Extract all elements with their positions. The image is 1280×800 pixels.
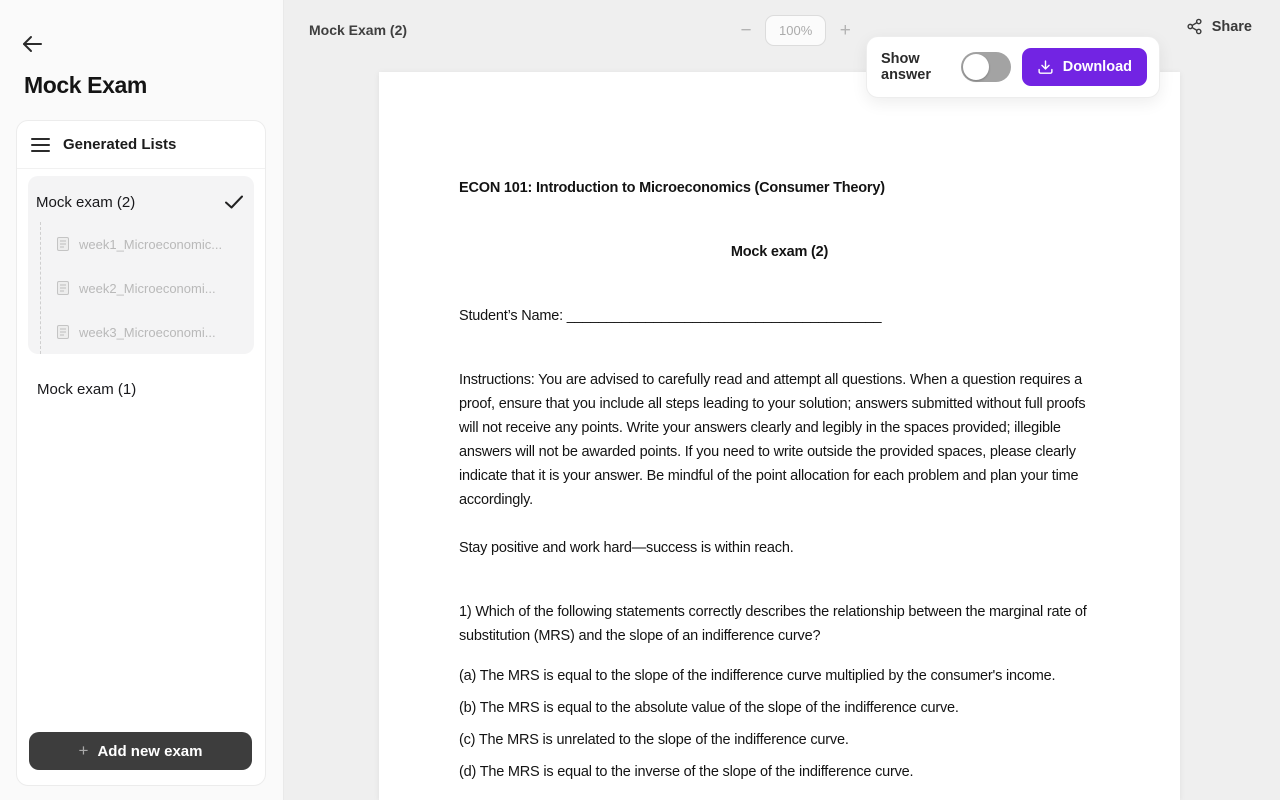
doc-question-1-option-c: (c) The MRS is unrelated to the slope of the indifference curve. <box>459 732 849 748</box>
file-name: week3_Microeconomi... <box>79 324 216 340</box>
show-answer-toggle[interactable] <box>961 52 1011 82</box>
share-label: Share <box>1211 18 1252 35</box>
zoom-in-button[interactable]: + <box>833 17 857 45</box>
exam-group-selected <box>28 176 254 354</box>
doc-question-1-option-b: (b) The MRS is equal to the absolute value of the slope of the indifference curve. <box>459 700 959 716</box>
back-arrow-icon <box>20 32 50 56</box>
menu-icon[interactable] <box>31 137 50 153</box>
exam-file-list <box>40 222 250 354</box>
sidebar-item-mock-exam-1[interactable] <box>17 354 265 399</box>
toggle-knob <box>963 54 989 80</box>
file-icon <box>57 281 69 295</box>
zoom-level-display[interactable]: 100% <box>765 15 826 46</box>
add-new-exam-button[interactable] <box>29 732 252 770</box>
file-icon <box>57 325 69 339</box>
answer-download-toolbar <box>866 36 1160 98</box>
panel-title: Generated Lists <box>63 136 177 153</box>
list-item-week3-file[interactable] <box>41 310 250 354</box>
list-item-week1-file[interactable] <box>41 222 250 266</box>
share-icon <box>1186 18 1203 35</box>
doc-instructions: Instructions: You are advised to carefully read and attempt all questions. When a question requires a proof, ensure that you include all steps leading to your solution; answers submitted without full proofs will not receive any points. Write your answers clearly and legibly in the spaces provided; illegible answers will not be awarded points. If you need to write outside the provided spaces, please clearly indicate that it is your answer. Be mindful of the point allocation for each problem and plan your time accordingly. <box>459 372 1086 508</box>
doc-student-name-line: Student’s Name: ________________________________________ <box>459 308 882 324</box>
document-title: Mock Exam (2) <box>309 22 408 38</box>
check-icon <box>225 195 243 209</box>
document-page <box>379 72 1180 800</box>
app-title: Mock Exam <box>24 72 147 98</box>
zoom-out-button[interactable]: − <box>734 17 758 45</box>
viewer-main <box>284 0 1280 800</box>
doc-motivation: Stay positive and work hard—success is within reach. <box>459 540 794 556</box>
zoom-controls <box>734 15 857 46</box>
exam-group-label: Mock exam (2) <box>36 193 136 211</box>
plus-icon: + <box>78 741 89 760</box>
generated-lists-panel <box>16 120 266 786</box>
file-name: week1_Microeconomic... <box>79 236 223 252</box>
doc-question-1-option-d: (d) The MRS is equal to the inverse of the slope of the indifference curve. <box>459 764 914 780</box>
list-item-week2-file[interactable] <box>41 266 250 310</box>
doc-course-title: ECON 101: Introduction to Microeconomics (Consumer Theory) <box>459 180 885 196</box>
panel-header <box>17 121 265 169</box>
back-button[interactable] <box>20 30 50 58</box>
doc-exam-title: Mock exam (2) <box>730 244 829 260</box>
doc-question-1: 1) Which of the following statements correctly describes the relationship between the marginal rate of substitution (MRS) and the slope of an indifference curve? <box>459 604 1087 644</box>
download-icon <box>1037 59 1054 76</box>
download-label: Download <box>1062 59 1132 75</box>
document-content <box>379 72 1180 784</box>
doc-question-1-option-a: (a) The MRS is equal to the slope of the indifference curve multiplied by the consumer's income. <box>459 668 1056 684</box>
sidebar <box>0 0 284 800</box>
share-button[interactable] <box>1186 18 1252 35</box>
file-icon <box>57 237 69 251</box>
exam-group-label: Mock exam (1) <box>37 381 137 398</box>
add-new-exam-label: Add new exam <box>97 742 203 760</box>
download-button[interactable] <box>1022 48 1147 86</box>
sidebar-item-mock-exam-2[interactable] <box>28 176 254 222</box>
show-answer-label: Show answer <box>881 51 931 83</box>
file-name: week2_Microeconomi... <box>79 280 216 296</box>
